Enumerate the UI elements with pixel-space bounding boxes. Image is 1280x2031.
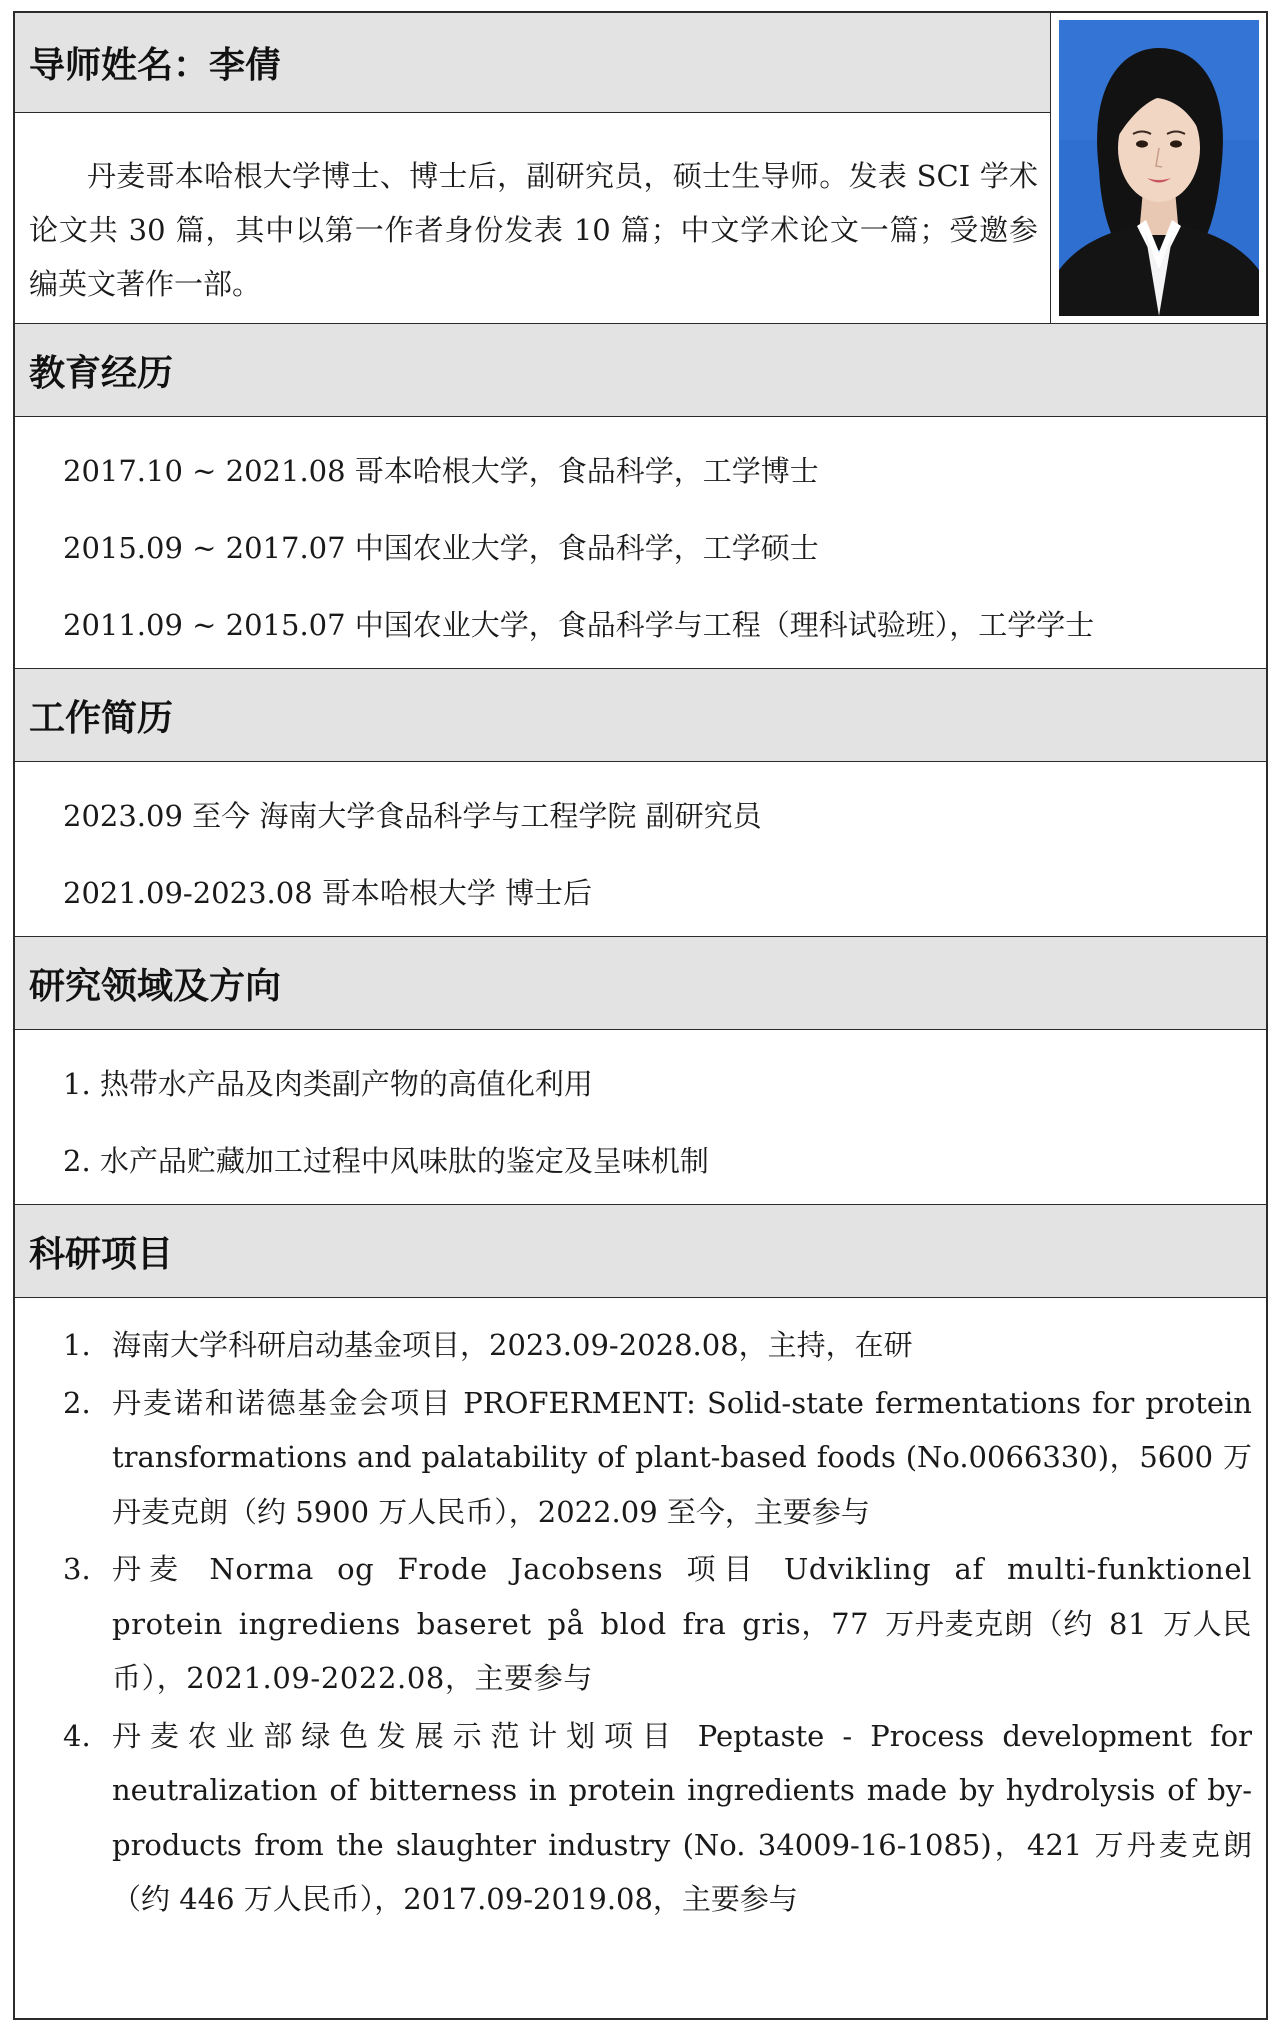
education-item: 2011.09 ~ 2015.07 中国农业大学，食品科学与工程（理科试验班），工学学士 (63, 608, 1095, 642)
research-list (15, 1030, 1266, 1204)
projects-list (15, 1298, 1266, 1927)
project-text: 丹麦 Norma og Frode Jacobsens 项目 Udvikling af multi-funktionel protein ingrediens baseret på blod fra gris，77 万丹麦克朗（约 81 万人民币），2021.09-2022.08，主要参与 (112, 1552, 1252, 1695)
project-item (63, 1318, 1252, 1373)
work-item: 2023.09 至今 海南大学食品科学与工程学院 副研究员 (63, 799, 762, 833)
project-text: 丹麦诺和诺德基金会项目 PROFERMENT: Solid-state fermentations for protein transformations and palatability of plant-based foods (No.0066330)，5600 万丹麦克朗（约 5900 万人民币），2022.09 至今，主要参与 (112, 1385, 1252, 1529)
education-item: 2015.09 ~ 2017.07 中国农业大学，食品科学，工学硕士 (63, 531, 819, 565)
resume-page (13, 11, 1268, 2020)
projects-title: 科研项目 (15, 1205, 1266, 1298)
research-title: 研究领域及方向 (15, 937, 1266, 1030)
work-item: 2021.09-2023.08 哥本哈根大学 博士后 (63, 876, 593, 910)
portrait-photo (1059, 20, 1259, 316)
project-number: 3. (63, 1552, 91, 1586)
project-number: 4. (63, 1718, 91, 1753)
work-list (15, 762, 1266, 936)
project-item (63, 1709, 1252, 1927)
header-row (15, 13, 1266, 324)
advisor-name: 导师姓名：李倩 (15, 13, 1050, 113)
project-number: 2. (63, 1385, 91, 1420)
project-text: 海南大学科研启动基金项目，2023.09-2028.08，主持，在研 (112, 1328, 913, 1362)
photo-cell (1052, 13, 1266, 323)
research-section (15, 937, 1266, 1205)
projects-section (15, 1205, 1266, 1927)
work-section (15, 669, 1266, 937)
project-number: 1. (63, 1328, 91, 1362)
education-item: 2017.10 ~ 2021.08 哥本哈根大学，食品科学，工学博士 (63, 454, 819, 488)
project-item (63, 1376, 1252, 1540)
advisor-bio: 丹麦哥本哈根大学博士、博士后，副研究员，硕士生导师。发表 SCI 学术论文共 30 篇，其中以第一作者身份发表 10 篇；中文学术论文一篇；受邀参编英文著作一部。 (29, 159, 1038, 301)
education-title: 教育经历 (15, 324, 1266, 417)
header-info (15, 13, 1051, 323)
project-text: 丹麦农业部绿色发展示范计划项目 Peptaste - Process development for neutralization of bitterness in protein ingredients made by hydrolysis of by-products from the slaughter industry (No. 34009-16-1085)，421 万丹麦克朗（约 446 万人民币），2017.09-2019.08，主要参与 (112, 1718, 1252, 1916)
education-list (15, 417, 1266, 668)
work-title: 工作简历 (15, 669, 1266, 762)
research-item: 2. 水产品贮藏加工过程中风味肽的鉴定及呈味机制 (63, 1144, 709, 1178)
education-section (15, 324, 1266, 669)
project-item (63, 1542, 1252, 1706)
research-item: 1. 热带水产品及肉类副产物的高值化利用 (63, 1067, 593, 1101)
